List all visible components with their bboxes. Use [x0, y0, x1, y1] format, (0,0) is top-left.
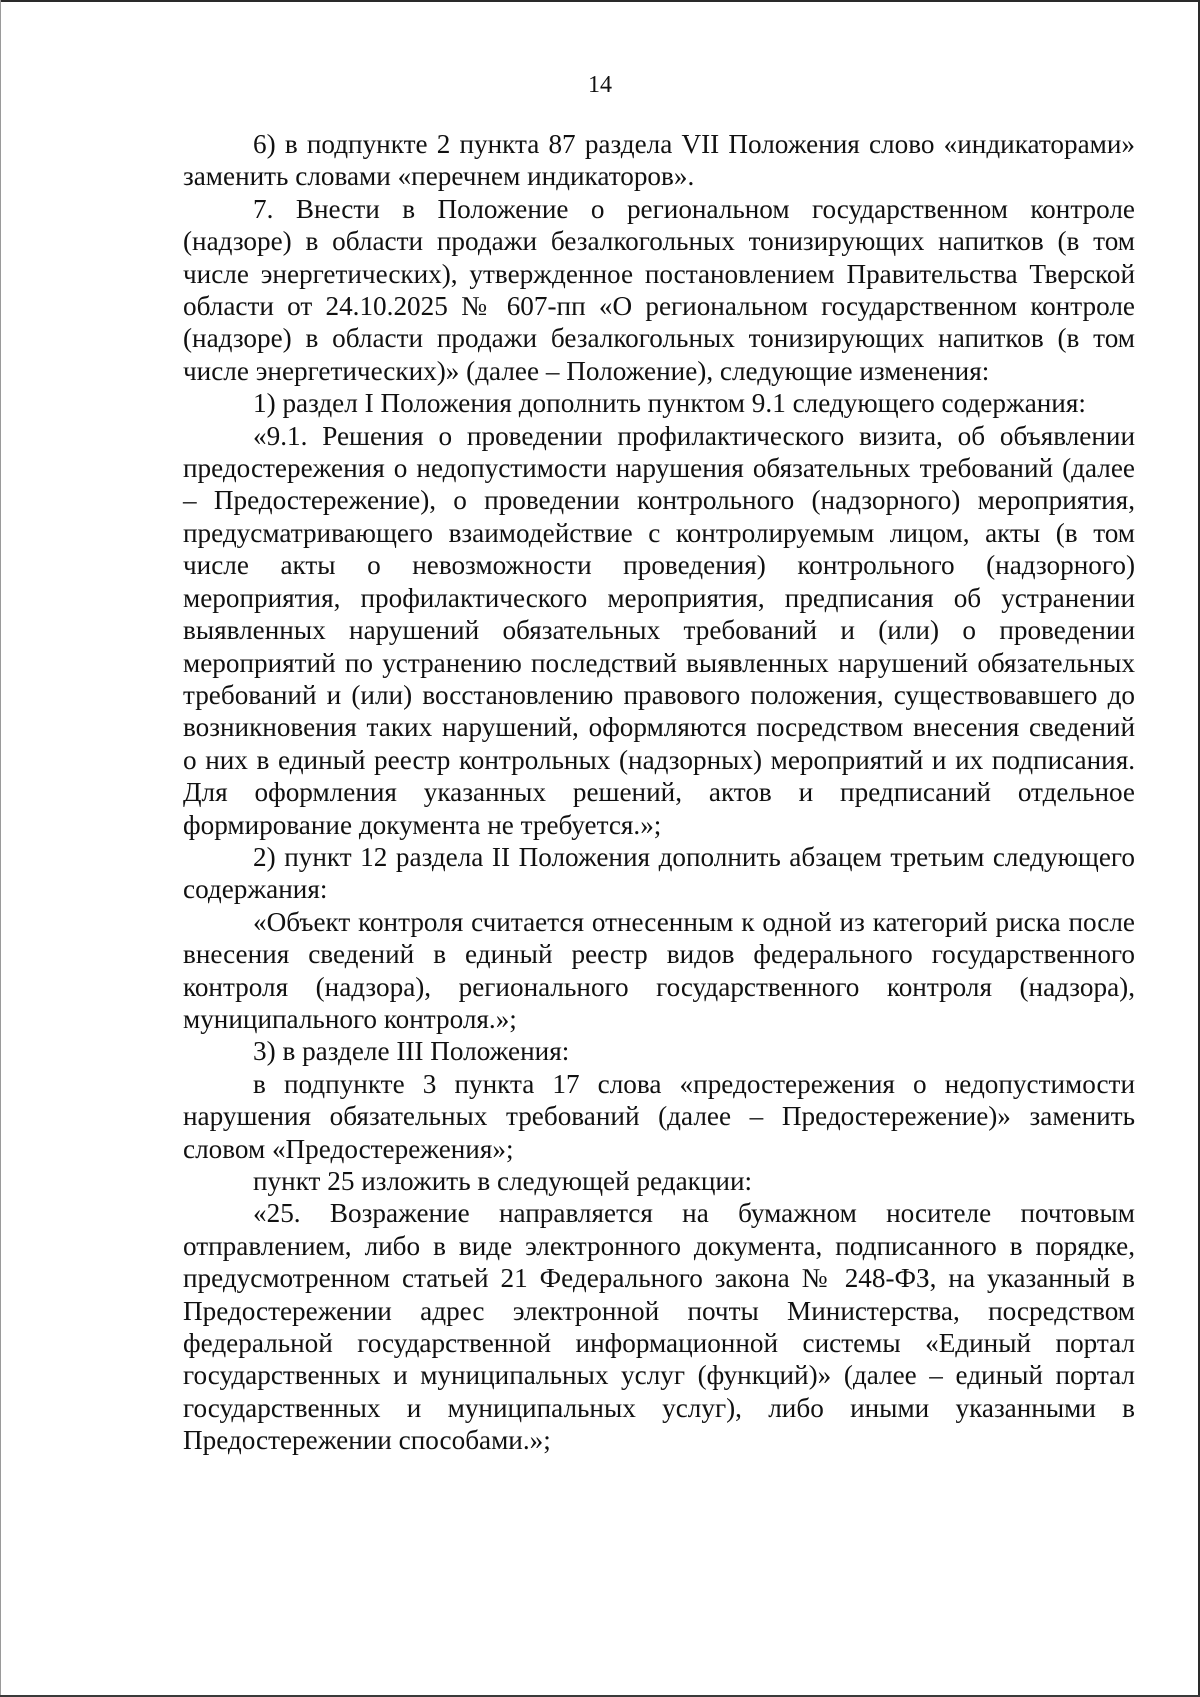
document-body — [183, 128, 1135, 1457]
scan-edge-top — [0, 0, 1200, 2]
paragraph-point-25-intro: пункт 25 изложить в следующей редакции: — [253, 1166, 753, 1196]
paragraph-subpoint-17: в подпункте 3 пункта 17 слова «предостережения о недопустимости нарушения обязательных требований (далее – Предостережение)» заменить словом «Предостережения»; — [183, 1068, 1135, 1164]
paragraph-quote-risk-category: «Объект контроля считается отнесенным к одной из категорий риска после внесения сведений в единый реестр видов федерального государственного контроля (надзора), регионального государственного контроля (надзора), муниципального контроля.»; — [183, 906, 1135, 1034]
scan-edge-left — [0, 0, 1, 1697]
paragraph-quote-25: «25. Возражение направляется на бумажном носителе почтовым отправлением, либо в виде электронного документа, подписанного в порядке, предусмотренном статьей 21 Федерального закона № 248-ФЗ, на указанный в Предостережении адрес электронной почты Министерства, посредством федеральной государственной информационной системы «Единый портал государственных и муниципальных услуг (функций)» (далее – единый портал государственных и муниципальных услуг), либо иными указанными в Предостережении способами.»; — [183, 1198, 1135, 1456]
page-number: 14 — [588, 72, 612, 98]
paragraph-7-amendments-intro: 7. Внести в Положение о региональном государственном контроле (надзоре) в области продажи безалкогольных тонизирующих напитков (в том числе энергетических), утвержденное постановлением Правительства Тверской области от 24.10.2025 № 607-пп «О региональном государственном контроле (надзоре) в области продажи безалкогольных тонизирующих напитков (в том числе энергетических)» (далее – Положение), следующие изменения: — [183, 193, 1135, 386]
paragraph-6-indicators: 6) в подпункте 2 пункта 87 раздела VII Положения слово «индикаторами» заменить словами «перечнем индикаторов». — [183, 129, 1135, 192]
paragraph-quote-9-1: «9.1. Решения о проведении профилактического визита, об объявлении предостережения о недопустимости нарушения обязательных требований (далее – Предостережение), о проведении контрольного (надзорного) мероприятия, предусматривающего взаимодействие с контролируемым лицом, акты (в том числе акты о невозможности проведения) контрольного (надзорного) мероприятия, профилактического мероприятия, предписания об устранении выявленных нарушений обязательных требований и (или) о проведении мероприятий по устранению последствий выявленных нарушений обязательных требований и (или) восстановлению правового положения, существовавшего до возникновения таких нарушений, оформляются посредством внесения сведений о них в единый реестр контрольных (надзорных) мероприятий и их подписания. Для оформления указанных решений, актов и предписаний отдельное формирование документа не требуется.»; — [183, 420, 1135, 840]
paragraph-item-1: 1) раздел I Положения дополнить пунктом 9.1 следующего содержания: — [253, 388, 1086, 419]
paragraph-item-2: 2) пункт 12 раздела II Положения дополнить абзацем третьим следующего содержания: — [183, 841, 1135, 905]
paragraph-item-3: 3) в разделе III Положения: — [253, 1036, 570, 1067]
